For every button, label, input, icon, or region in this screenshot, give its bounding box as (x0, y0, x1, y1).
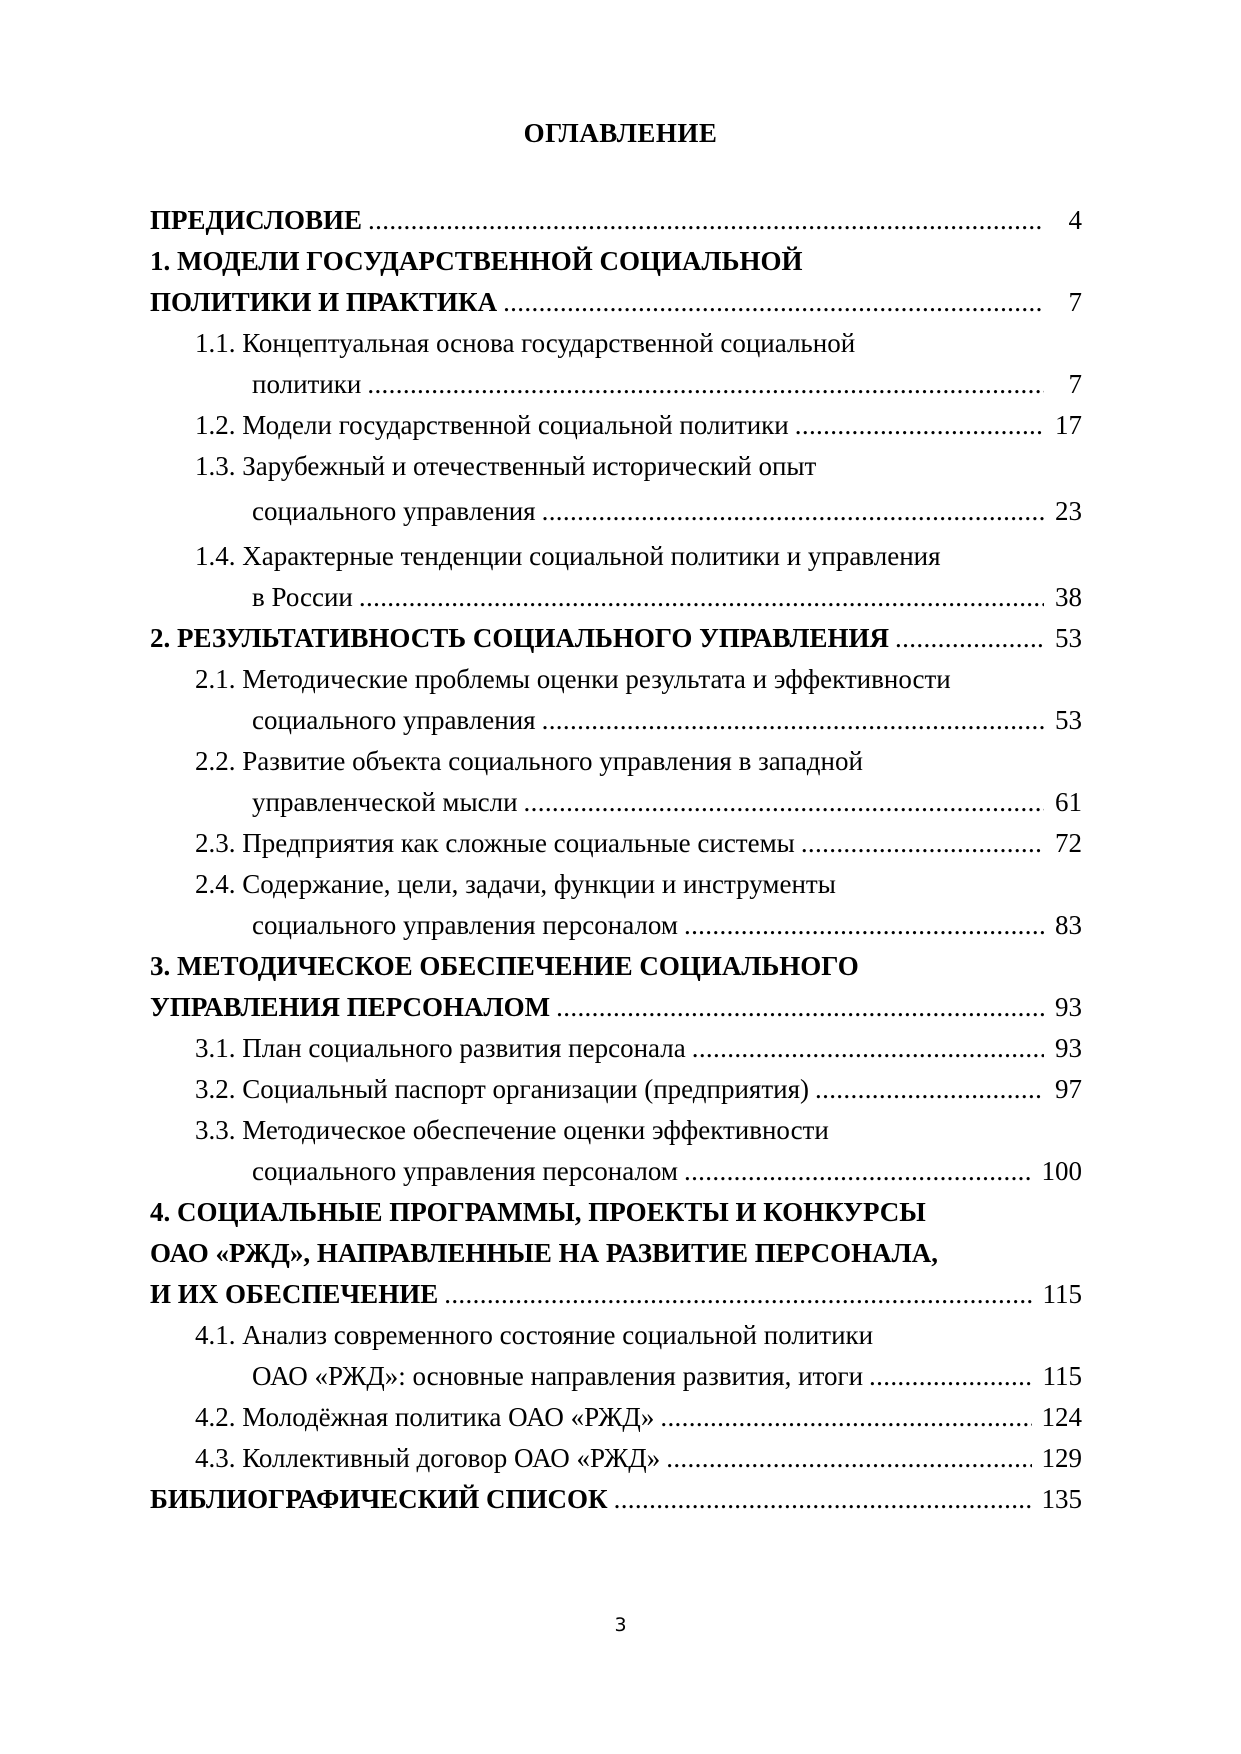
table-of-contents (150, 200, 1082, 1520)
toc-page-number: 93 (1055, 1033, 1082, 1063)
toc-page-number: 7 (1068, 287, 1082, 317)
toc-entry-4-3 (150, 1438, 1082, 1479)
toc-page-number: 124 (1041, 1402, 1082, 1432)
toc-leader-dots (666, 1438, 1031, 1479)
toc-entry-preface (150, 200, 1082, 241)
toc-label: политики (252, 369, 362, 399)
toc-label: 1. МОДЕЛИ ГОСУДАРСТВЕННОЙ СОЦИАЛЬНОЙ (150, 246, 803, 276)
toc-page-number: 93 (1055, 992, 1082, 1022)
toc-leader-dots (660, 1397, 1031, 1438)
toc-entry-chapter-2 (150, 618, 1082, 659)
toc-entry-2-4-line1 (150, 864, 1082, 905)
toc-entry-2-1-line1 (150, 659, 1082, 700)
toc-page-number: 7 (1068, 369, 1082, 399)
toc-entry-bibliography (150, 1479, 1082, 1520)
toc-entry-2-1 (150, 700, 1082, 741)
toc-label: 2.1. Методические проблемы оценки результата и эффективности (195, 664, 951, 694)
toc-entry-3-3 (150, 1151, 1082, 1192)
toc-label: ПРЕДИСЛОВИЕ (150, 205, 363, 235)
toc-label: ПОЛИТИКИ И ПРАКТИКА (150, 287, 498, 317)
toc-label: 4. СОЦИАЛЬНЫЕ ПРОГРАММЫ, ПРОЕКТЫ И КОНКУРСЫ (150, 1197, 926, 1227)
toc-page-number: 83 (1055, 910, 1082, 940)
toc-leader-dots (542, 700, 1044, 741)
toc-label: ОАО «РЖД»: основные направления развития, итоги (252, 1361, 864, 1391)
toc-entry-1-3 (150, 491, 1082, 532)
toc-label: 2.2. Развитие объекта социального управления в западной (195, 746, 863, 776)
toc-page-number: 135 (1041, 1484, 1082, 1514)
toc-page-number: 100 (1041, 1156, 1082, 1186)
toc-entry-2-2-line1 (150, 741, 1082, 782)
toc-page-number: 129 (1041, 1443, 1082, 1473)
toc-entry-chapter-4 (150, 1274, 1082, 1315)
toc-label: в России (252, 582, 353, 612)
toc-page-number: 61 (1055, 787, 1082, 817)
toc-label: 1.4. Характерные тенденции социальной политики и управления (195, 541, 941, 571)
toc-page-number: 97 (1055, 1074, 1082, 1104)
toc-page-number: 72 (1055, 828, 1082, 858)
toc-label: 2.4. Содержание, цели, задачи, функции и инструменты (195, 869, 836, 899)
toc-entry-chapter-1-line1 (150, 241, 1082, 282)
toc-label: И ИХ ОБЕСПЕЧЕНИЕ (150, 1279, 439, 1309)
toc-label: 1.1. Концептуальная основа государственной социальной (195, 328, 856, 358)
toc-leader-dots (692, 1028, 1044, 1069)
toc-entry-chapter-4-line1 (150, 1192, 1082, 1233)
toc-page-number: 38 (1055, 582, 1082, 612)
toc-label: БИБЛИОГРАФИЧЕСКИЙ СПИСОК (150, 1484, 608, 1514)
toc-label: 3.2. Социальный паспорт организации (предприятия) (195, 1074, 809, 1104)
toc-label: социального управления (252, 705, 536, 735)
toc-entry-2-2 (150, 782, 1082, 823)
toc-label: управленческой мысли (252, 787, 518, 817)
toc-page-number: 4 (1068, 205, 1082, 235)
toc-label: 4.1. Анализ современного состояние социальной политики (195, 1320, 874, 1350)
toc-page-number: 115 (1042, 1279, 1082, 1309)
toc-leader-dots (614, 1479, 1032, 1520)
toc-label: 3. МЕТОДИЧЕСКОЕ ОБЕСПЕЧЕНИЕ СОЦИАЛЬНОГО (150, 951, 859, 981)
toc-entry-1-4-line1 (150, 536, 1082, 577)
toc-label: 4.2. Молодёжная политика ОАО «РЖД» (195, 1402, 655, 1432)
toc-leader-dots (684, 1151, 1032, 1192)
toc-leader-dots (367, 364, 1044, 405)
toc-entry-3-3-line1 (150, 1110, 1082, 1151)
toc-label: 3.3. Методическое обеспечение оценки эффективности (195, 1115, 829, 1145)
toc-label: 1.3. Зарубежный и отечественный исторический опыт (195, 451, 817, 481)
toc-entry-2-4 (150, 905, 1082, 946)
toc-leader-dots (815, 1069, 1044, 1110)
toc-title: ОГЛАВЛЕНИЕ (523, 118, 718, 148)
toc-label: 2.3. Предприятия как сложные социальные системы (195, 828, 795, 858)
toc-page-number: 53 (1055, 623, 1082, 653)
toc-label: 3.1. План социального развития персонала (195, 1033, 686, 1063)
toc-page-number: 17 (1055, 410, 1082, 440)
toc-page-number: 23 (1055, 496, 1082, 526)
toc-entry-1-1-line1 (150, 323, 1082, 364)
toc-label: ОАО «РЖД», НАПРАВЛЕННЫЕ НА РАЗВИТИЕ ПЕРСОНАЛА, (150, 1238, 938, 1268)
toc-leader-dots (444, 1274, 1032, 1315)
toc-entry-4-2 (150, 1397, 1082, 1438)
toc-label: УПРАВЛЕНИЯ ПЕРСОНАЛОМ (150, 992, 551, 1022)
toc-leader-dots (684, 905, 1044, 946)
toc-leader-dots (359, 577, 1044, 618)
toc-leader-dots (542, 491, 1044, 532)
toc-label: социального управления персоналом (252, 910, 678, 940)
toc-leader-dots (524, 782, 1044, 823)
toc-entry-2-3 (150, 823, 1082, 864)
toc-leader-dots (503, 282, 1044, 323)
toc-entry-1-4 (150, 577, 1082, 618)
toc-label: 1.2. Модели государственной социальной политики (195, 410, 789, 440)
toc-entry-4-1 (150, 1356, 1082, 1397)
toc-page-number: 53 (1055, 705, 1082, 735)
toc-label: социального управления (252, 496, 536, 526)
toc-leader-dots (895, 618, 1044, 659)
toc-entry-4-1-line1 (150, 1315, 1082, 1356)
toc-entry-1-2 (150, 405, 1082, 446)
toc-leader-dots (869, 1356, 1032, 1397)
toc-leader-dots (801, 823, 1044, 864)
toc-label: 4.3. Коллективный договор ОАО «РЖД» (195, 1443, 661, 1473)
toc-entry-1-3-line1 (150, 446, 1082, 487)
toc-label: социального управления персоналом (252, 1156, 678, 1186)
page-number: 3 (614, 1614, 627, 1636)
toc-leader-dots (368, 200, 1044, 241)
toc-entry-3-2 (150, 1069, 1082, 1110)
toc-label: 2. РЕЗУЛЬТАТИВНОСТЬ СОЦИАЛЬНОГО УПРАВЛЕНИЯ (150, 623, 890, 653)
toc-entry-chapter-1 (150, 282, 1082, 323)
toc-leader-dots (795, 405, 1044, 446)
toc-entry-chapter-3 (150, 987, 1082, 1028)
toc-entry-chapter-4-line2 (150, 1233, 1082, 1274)
toc-entry-3-1 (150, 1028, 1082, 1069)
toc-page-number: 115 (1042, 1361, 1082, 1391)
toc-entry-chapter-3-line1 (150, 946, 1082, 987)
toc-entry-1-1 (150, 364, 1082, 405)
toc-leader-dots (556, 987, 1044, 1028)
